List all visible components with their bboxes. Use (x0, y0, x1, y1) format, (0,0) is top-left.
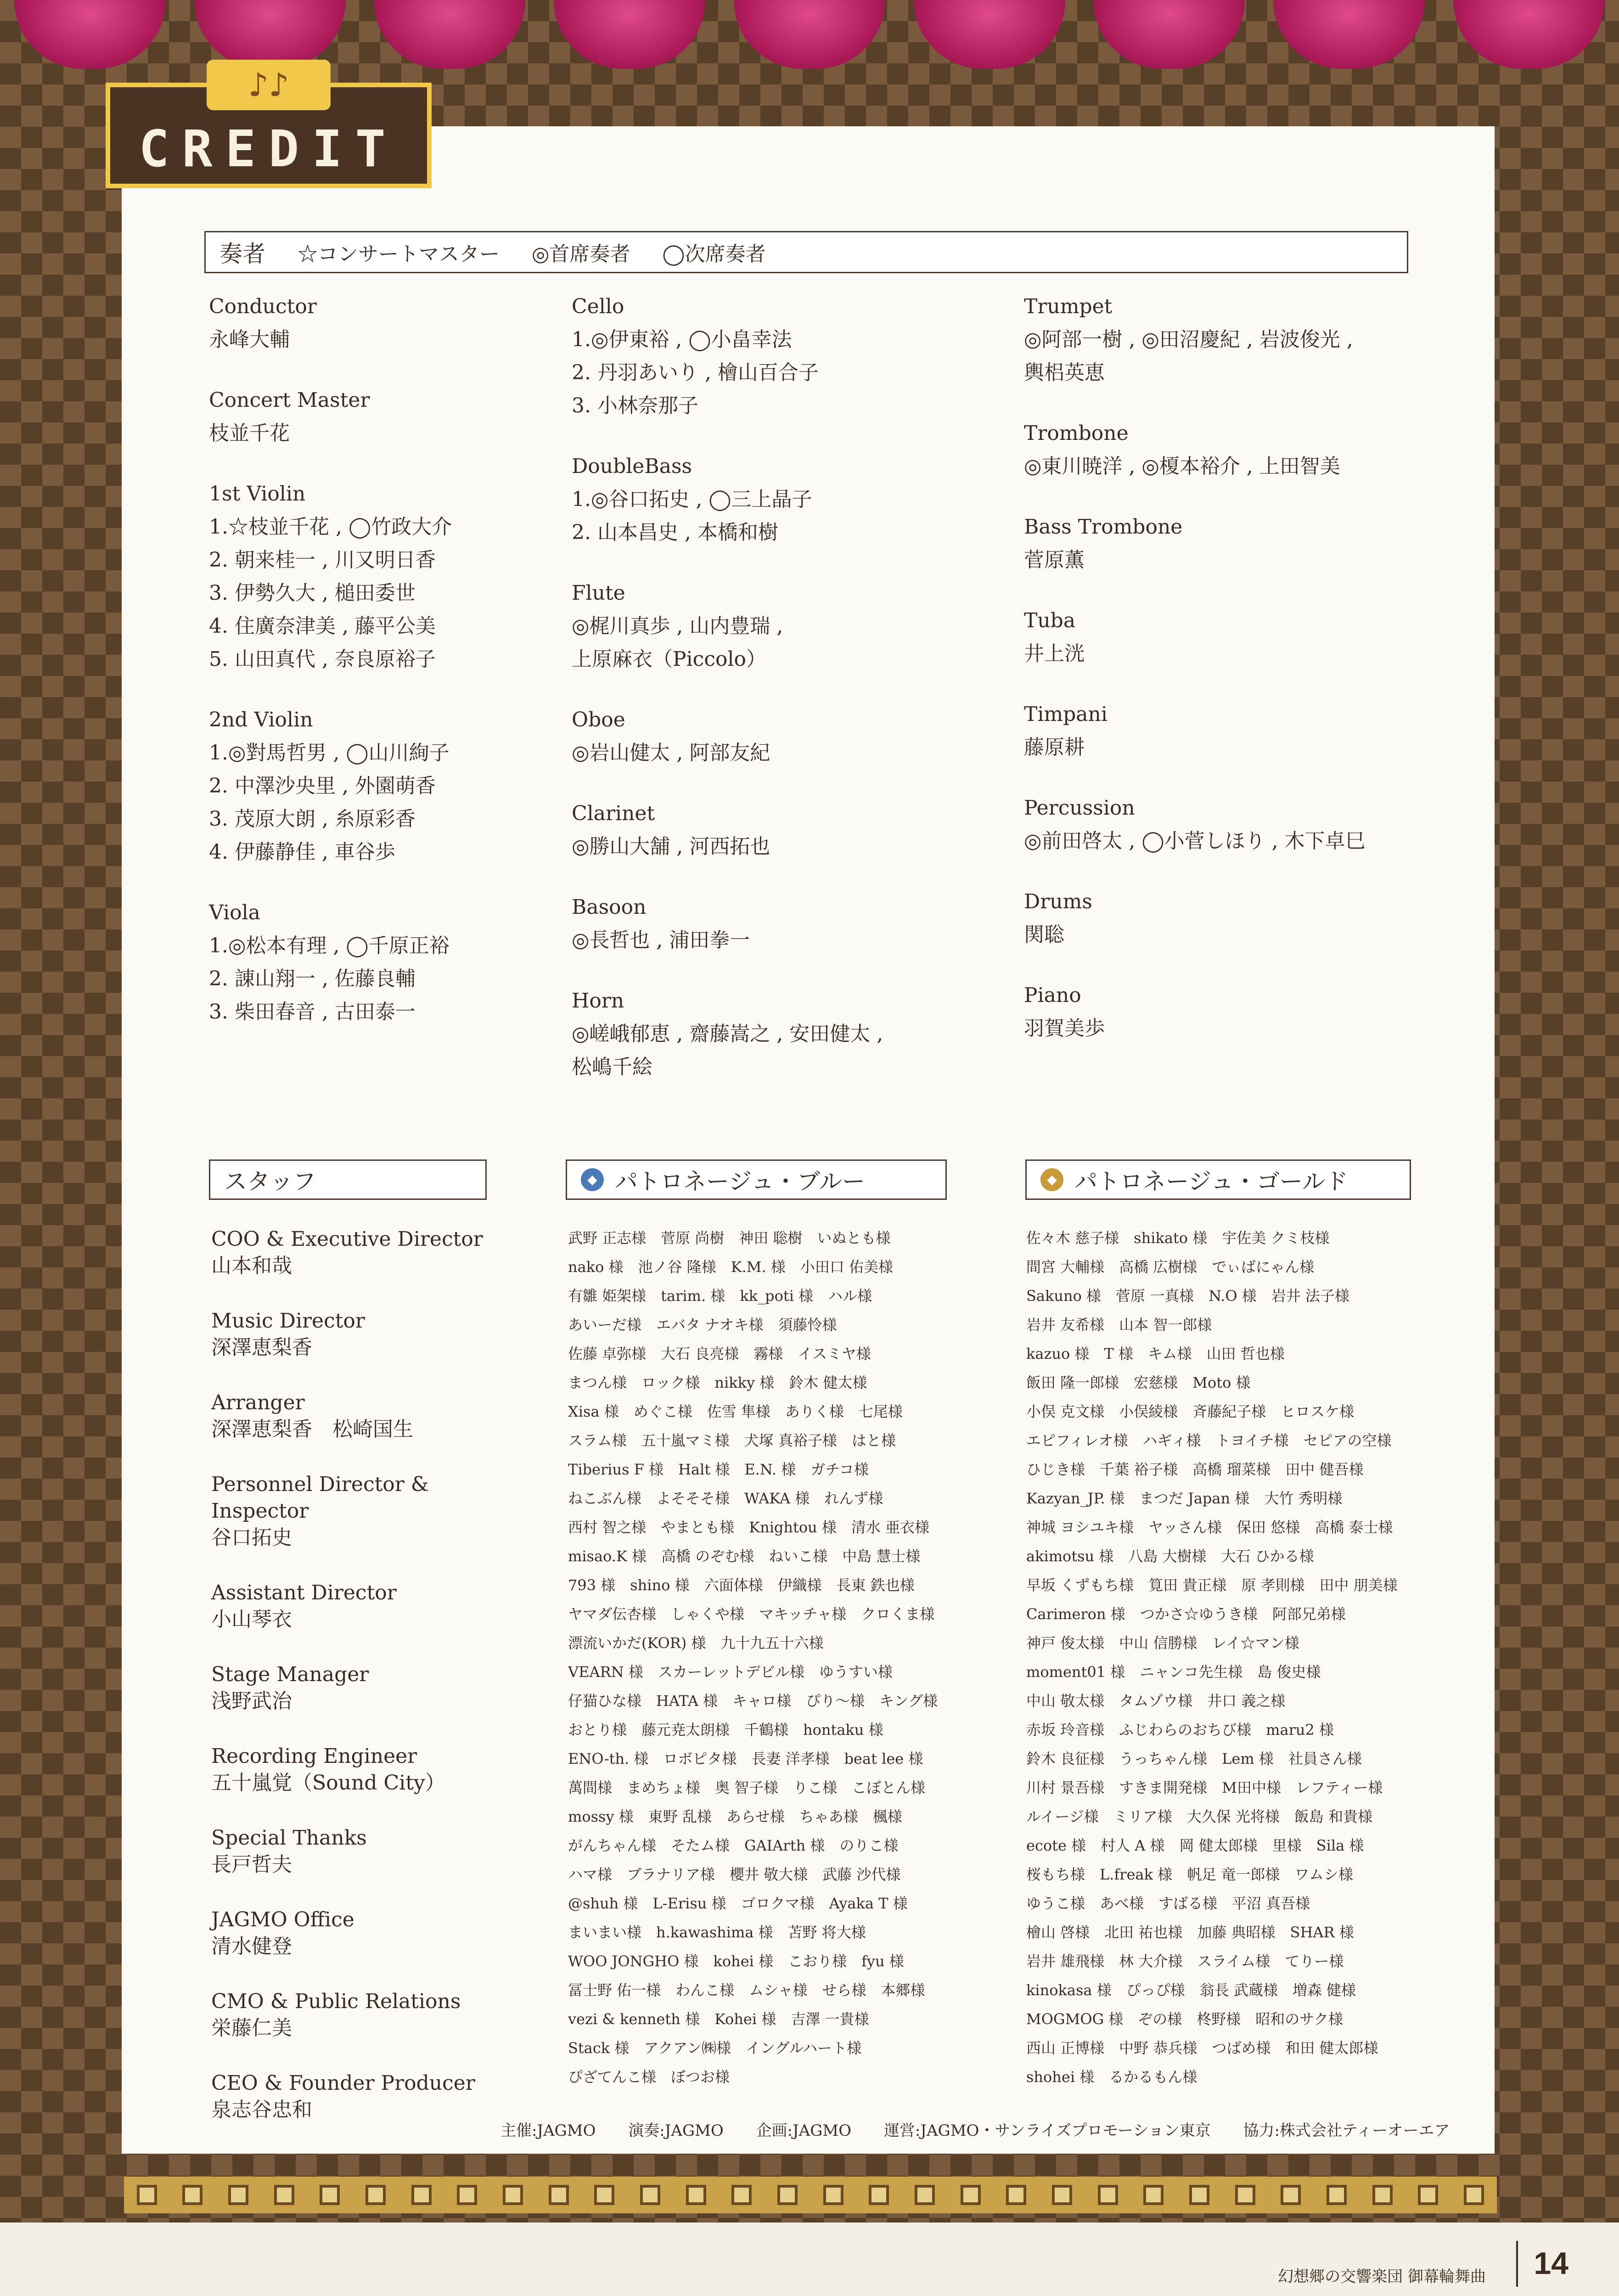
staff-heading: スタッフ (224, 1168, 316, 1195)
patron-line: がんちゃん様 そたム様 GAIArth 様 のりこ様 (568, 1837, 899, 1854)
credit-group (572, 985, 1008, 1084)
credit-name: 泉志谷忠和 (211, 2098, 312, 2122)
credit-group (211, 1471, 533, 1551)
credit-role: Conductor (209, 295, 317, 318)
patron-line: ぴざてんこ様 ぼつお様 (568, 2068, 730, 2086)
patron-line: VEARN 様 スカーレットデビル様 ゆうすい様 (568, 1663, 893, 1681)
credit-group (211, 1308, 533, 1361)
legend-assistant-principal: ◯次席奏者 (662, 242, 766, 266)
patron-line: 小俣 克文様 小俣綾様 斉藤紀子様 ヒロスケ様 (1026, 1403, 1355, 1420)
patron-line: ひじき様 千葉 裕子様 高橋 瑠菜様 田中 健吾様 (1026, 1461, 1364, 1478)
credit-name: 3. 伊勢久大 , 槌田委世 (209, 581, 416, 605)
page-divider (1516, 2241, 1518, 2287)
credit-name: 枝並千花 (209, 422, 290, 445)
credit-group (1024, 698, 1414, 764)
journal-title: 幻想郷の交響楽団 御幕輪舞曲 (1278, 2268, 1486, 2286)
credit-group (211, 1988, 533, 2042)
credit-group (572, 797, 1008, 863)
credit-name: 深澤恵梨香 (211, 1336, 312, 1359)
patron-line: Xisa 様 めぐこ様 佐雪 隼様 ありく様 七尾様 (568, 1403, 903, 1420)
patron-line: Kazyan_JP. 様 まつだ Japan 様 大竹 秀明様 (1026, 1490, 1343, 1507)
credit-badge (106, 66, 432, 188)
patron-line: 間宮 大輔様 高橋 広樹様 でぃばにゃん様 (1026, 1258, 1315, 1276)
credit-name: 関聡 (1024, 923, 1064, 946)
credit-role: Music Director (211, 1309, 365, 1333)
credit-group (1024, 979, 1414, 1045)
credit-group (572, 450, 1008, 549)
patron-line: 赤坂 玲音様 ふじわらのおちび様 maru2 様 (1026, 1721, 1334, 1739)
patron-line: 冨士野 佑一様 わんこ様 ムシャ様 せら様 本郷様 (568, 1981, 925, 1999)
credit-name: 3. 小林奈那子 (572, 394, 698, 417)
staff-header (209, 1159, 487, 1200)
credit-group (572, 577, 1008, 676)
credit-name: ◎長哲也 , 浦田拳一 (572, 929, 750, 952)
patron-gold-heading: パトロネージュ・ゴールド (1074, 1168, 1348, 1195)
credit-name: 羽賀美歩 (1024, 1017, 1105, 1040)
credit-role: Recording Engineer (211, 1745, 417, 1768)
credit-role: Assistant Director (211, 1581, 397, 1604)
patron-line: あいーだ様 エバタ ナオキ様 須藤怜様 (568, 1316, 837, 1334)
credit-title: CREDIT (139, 119, 399, 178)
credit-group (211, 1907, 533, 1960)
credit-name: 山本和哉 (211, 1254, 292, 1277)
credit-role: CMO & Public Relations (211, 1990, 461, 2013)
patron-line: 神城 ヨシユキ様 ヤッさん様 保田 悠様 高橋 泰士様 (1026, 1519, 1393, 1536)
credit-role: Personnel Director & (211, 1473, 429, 1496)
credit-name: 2. 朝来桂一 , 川又明日香 (209, 548, 436, 572)
decorative-border (124, 2177, 1497, 2213)
credit-role: Trombone (1024, 422, 1129, 445)
credit-role: Horn (572, 989, 624, 1013)
legend-principal: ◎首席奏者 (532, 242, 630, 266)
staff-list (211, 1226, 533, 2152)
patron-line: ねこぶん様 よそそそ様 WAKA 様 れんず様 (568, 1490, 883, 1507)
credit-group (211, 1825, 533, 1878)
credit-role: Clarinet (572, 802, 655, 825)
patron-line: おとり様 藤元尭太朗様 千鶴様 hontaku 様 (568, 1721, 883, 1739)
credit-name: 井上洸 (1024, 642, 1085, 665)
credit-name: 上原麻衣（Piccolo） (572, 647, 767, 671)
credit-role: Percussion (1024, 796, 1135, 820)
patron-blue-header (566, 1159, 947, 1200)
credit-name: 藤原耕 (1024, 736, 1085, 759)
patron-line: shohei 様 るかるもん様 (1026, 2068, 1197, 2086)
patron-line: 鈴木 良征様 うっちゃん様 Lem 様 社員さん様 (1026, 1750, 1362, 1767)
music-notes-icon: ♪♪ (207, 60, 331, 110)
credit-name: ◎前田啓太 , ◯小菅しほり , 木下卓巳 (1024, 829, 1366, 853)
credit-name: 2. 中澤沙央里 , 外園萌香 (209, 774, 436, 798)
performers-legend (298, 237, 792, 267)
credit-group (211, 1226, 533, 1279)
credit-name: ◎勝山大舗 , 河西拓也 (572, 835, 770, 858)
patron-line: 川村 景吾様 すきま開発様 M田中様 レフティー様 (1026, 1779, 1383, 1796)
footer-sponsor: 主催:JAGMO (500, 2122, 596, 2140)
patron-line: スラム様 五十嵐マミ様 犬塚 真裕子様 はと様 (568, 1432, 896, 1449)
credit-role: Trumpet (1024, 295, 1113, 318)
footer-planning: 企画:JAGMO (756, 2122, 852, 2140)
credit-group (572, 703, 1008, 770)
stage-curtain (0, 0, 1619, 69)
credit-role: DoubleBass (572, 455, 692, 478)
credit-role: COO & Executive Director (211, 1227, 483, 1251)
footer-cooperation: 協力:株式会社ティーオーエア (1243, 2122, 1450, 2140)
patron-line: Tiberius F 様 Halt 様 E.N. 様 ガチコ様 (568, 1461, 869, 1478)
credit-group (211, 1390, 533, 1443)
patron-line: 西山 正博様 中野 恭兵様 つばめ様 和田 健太郎様 (1026, 2039, 1378, 2057)
patron-line: vezi & kenneth 様 Kohei 様 吉澤 一貴様 (568, 2010, 869, 2028)
credit-name: 5. 山田真代 , 奈良原裕子 (209, 647, 436, 671)
credit-group (1024, 511, 1414, 577)
patron-line: Stack 様 アクアン㈱様 イングルハート様 (568, 2039, 862, 2057)
credit-name: ◎嵯峨郁恵 , 齋藤嵩之 , 安田健太 , (572, 1022, 883, 1046)
credit-role: Tuba (1024, 609, 1076, 632)
credit-group (209, 896, 558, 1029)
credit-group (1024, 604, 1414, 670)
credit-role: Cello (572, 295, 624, 318)
credit-role: JAGMO Office (211, 1908, 354, 1931)
credit-role: Viola (209, 901, 260, 924)
credit-role: CEO & Founder Producer (211, 2071, 475, 2095)
credit-name: 2. 諌山翔一 , 佐藤良輔 (209, 967, 416, 990)
patron-line: 仔猫ひな様 HATA 様 キャロ様 ぴり～様 キング様 (568, 1692, 938, 1710)
footer-performance: 演奏:JAGMO (628, 2122, 724, 2140)
patron-line: 檜山 啓様 北田 祐也様 加藤 典昭様 SHAR 様 (1026, 1924, 1354, 1941)
performers-header (204, 231, 1408, 273)
patron-line: @shuh 様 L-Erisu 様 ゴロクマ様 Ayaka T 様 (568, 1895, 908, 1912)
performers-column-1 (209, 290, 558, 1056)
credit-role: Basoon (572, 895, 646, 919)
credit-name: ◎梶川真歩 , 山内豊瑞 , (572, 614, 783, 638)
credit-group (209, 478, 558, 676)
credit-name: 1.◎對馬哲男 , ◯山川絢子 (209, 741, 450, 765)
credit-name: 4. 伊藤静佳 , 車谷歩 (209, 840, 395, 864)
patron-line: mossy 様 東野 乱様 あらせ様 ちゃあ様 楓様 (568, 1808, 902, 1825)
performers-column-3 (1024, 290, 1414, 1073)
credit-role: Timpani (1024, 703, 1107, 726)
patron-line: ecote 様 村人 A 様 岡 健太郎様 里様 Sila 様 (1026, 1837, 1364, 1854)
patron-line: akimotsu 様 八島 大樹様 大石 ひかる様 (1026, 1548, 1314, 1565)
credit-name: 2. 山本昌史 , 本橋和樹 (572, 521, 778, 544)
patron-line: 桜もち様 L.freak 様 帆足 竜一郎様 ワムシ様 (1026, 1866, 1353, 1883)
patron-line: misao.K 様 高橋 のぞむ様 ねいこ様 中島 慧士様 (568, 1548, 921, 1565)
patron-line: 佐藤 卓弥様 大石 良亮様 霧様 イスミヤ様 (568, 1345, 871, 1362)
credit-name: ◎東川暁洋 , ◎榎本裕介 , 上田智美 (1024, 455, 1340, 478)
credit-role: Flute (572, 581, 625, 605)
patron-line: 岩井 雄飛様 林 大介様 スライム様 てりー様 (1026, 1953, 1344, 1970)
credit-name: 2. 丹羽あいり , 檜山百合子 (572, 361, 819, 384)
credit-name: 浅野武治 (211, 1689, 292, 1713)
patron-line: 岩井 友希様 山本 智一郎様 (1026, 1316, 1212, 1334)
credit-name: 永峰大輔 (209, 328, 290, 351)
credit-name: 3. 茂原大朗 , 糸原彩香 (209, 807, 416, 831)
performers-column-2 (572, 290, 1008, 1111)
patron-line: まつん様 ロック様 nikky 様 鈴木 健太様 (568, 1374, 867, 1391)
patron-blue-list (568, 1224, 949, 2092)
patron-line: 西村 智之様 やまとも様 Knightou 様 清水 亜衣様 (568, 1519, 930, 1536)
credit-name: 1.◎伊東裕 , ◯小畠幸法 (572, 328, 792, 351)
credit-role: Piano (1024, 984, 1081, 1007)
credit-group (211, 1743, 533, 1796)
credit-role: Bass Trombone (1024, 515, 1183, 539)
patron-line: kinokasa 様 ぴっぴ様 翁長 武蔵様 増森 健様 (1026, 1981, 1356, 1999)
patron-line: nako 様 池ノ谷 隆様 K.M. 様 小田口 佑美様 (568, 1258, 894, 1276)
patron-line: ヤマダ伝杏様 しゃくや様 マキッチャ様 クロくま様 (568, 1605, 935, 1623)
footer-operation: 運営:JAGMO・サンライズプロモーション東京 (883, 2122, 1211, 2140)
legend-concertmaster: ☆コンサートマスター (298, 242, 500, 266)
credit-group (211, 1661, 533, 1715)
organizer-footer (500, 2118, 1478, 2140)
credit-group (1024, 417, 1414, 483)
credit-role: 2nd Violin (209, 708, 313, 732)
page-number: 14 (1534, 2246, 1568, 2281)
patron-line: エピフィレオ様 ハギィ様 トヨイチ様 セピアの空様 (1026, 1432, 1392, 1449)
credit-group (209, 290, 558, 356)
credit-group (1024, 290, 1414, 389)
patron-line: 中山 敬太様 タムゾウ様 井口 義之様 (1026, 1692, 1286, 1710)
credit-name: 菅原薫 (1024, 548, 1085, 572)
credit-name: 松嶋千絵 (572, 1055, 652, 1079)
patron-blue-heading: パトロネージュ・ブルー (615, 1168, 865, 1195)
patron-line: 神戸 俊太様 中山 信勝様 レイ☆マン様 (1026, 1634, 1299, 1652)
credit-name: 谷口拓史 (211, 1526, 292, 1549)
patron-line: 武野 正志様 菅原 尚樹 神田 聡樹 いぬとも様 (568, 1229, 891, 1247)
credit-name: Inspector (211, 1499, 309, 1523)
credit-name: 栄藤仁美 (211, 2016, 292, 2040)
patron-line: kazuo 様 T 様 キム様 山田 哲也様 (1026, 1345, 1285, 1362)
credit-group (572, 891, 1008, 957)
patron-line: 佐々木 慈子様 shikato 様 宇佐美 クミ枝様 (1026, 1229, 1330, 1247)
credit-group (209, 384, 558, 450)
credit-group (211, 1580, 533, 1633)
patron-line: moment01 様 ニャンコ先生様 島 俊史様 (1026, 1663, 1321, 1681)
patron-gold-list (1026, 1224, 1412, 2092)
credit-name: 五十嵐覚（Sound City） (211, 1771, 445, 1795)
credit-role: 1st Violin (209, 482, 306, 506)
patron-gold-icon: ◆ (1040, 1168, 1063, 1191)
credit-role: Oboe (572, 708, 625, 732)
patron-line: 793 様 shino 様 六面体様 伊織様 長東 鉄也様 (568, 1576, 915, 1594)
patron-line: ハマ様 ブラナリア様 櫻井 敬大様 武藤 沙代様 (568, 1866, 901, 1883)
patron-line: まいまい様 h.kawashima 様 苫野 将大様 (568, 1924, 866, 1941)
credit-group (1024, 792, 1414, 858)
patron-line: ルイージ様 ミリア様 大久保 光将様 飯島 和貴様 (1026, 1808, 1373, 1825)
patron-line: ENO-th. 様 ロボピタ様 長妻 洋孝様 beat lee 様 (568, 1750, 923, 1767)
credit-name: 輿梠英恵 (1024, 361, 1105, 384)
credit-role: Drums (1024, 890, 1092, 913)
credit-role: Special Thanks (211, 1826, 367, 1850)
credit-name: 3. 柴田春音 , 古田泰一 (209, 1000, 416, 1024)
patron-line: 有雛 姫架様 tarim. 様 kk_poti 様 ハル様 (568, 1287, 872, 1305)
credit-group (572, 290, 1008, 422)
performers-heading: 奏者 (219, 241, 265, 267)
credit-name: 1.◎松本有理 , ◯千原正裕 (209, 934, 450, 957)
credit-name: 1.◎谷口拓史 , ◯三上晶子 (572, 488, 812, 511)
credit-role: Arranger (211, 1391, 305, 1414)
patron-line: 飯田 隆一郎様 宏慈様 Moto 様 (1026, 1374, 1251, 1391)
patron-gold-header (1025, 1159, 1411, 1200)
credit-name: 小山琴衣 (211, 1608, 292, 1631)
credit-name: 4. 住廣奈津美 , 藤平公美 (209, 614, 436, 638)
patron-blue-icon: ◆ (581, 1168, 604, 1191)
credit-name: 深澤恵梨香 松崎国生 (211, 1418, 413, 1441)
credit-group (1024, 885, 1414, 951)
patron-line: 萬間様 まめちょ様 奥 智子様 りこ様 こぼとん様 (568, 1779, 926, 1796)
patron-line: Carimeron 様 つかさ☆ゆうき様 阿部兄弟様 (1026, 1605, 1346, 1623)
credit-group (209, 703, 558, 869)
patron-line: Sakuno 様 菅原 一真様 N.O 様 岩井 法子様 (1026, 1287, 1349, 1305)
patron-line: MOGMOG 様 ぞの様 柊野様 昭和のサク様 (1026, 2010, 1344, 2028)
patron-line: 漂流いかだ(KOR) 様 九十九五十六様 (568, 1634, 824, 1652)
credit-name: 清水健登 (211, 1935, 292, 1958)
patron-line: ゆうこ様 あべ様 すばる様 平沼 真吾様 (1026, 1895, 1310, 1912)
patron-line: WOO JONGHO 様 kohei 様 こおり様 fyu 様 (568, 1953, 904, 1970)
credit-group (211, 2070, 533, 2123)
credit-role: Concert Master (209, 388, 370, 412)
patron-line: 早坂 くずもち様 筧田 貴正様 原 孝則様 田中 朋美様 (1026, 1576, 1398, 1594)
credit-name: ◎岩山健太 , 阿部友紀 (572, 741, 770, 765)
credit-name: 1.☆枝並千花 , ◯竹政大介 (209, 515, 452, 539)
credit-name: ◎阿部一樹 , ◎田沼慶紀 , 岩波俊光 , (1024, 328, 1353, 351)
credit-role: Stage Manager (211, 1663, 369, 1686)
credit-name: 長戸哲夫 (211, 1853, 292, 1876)
